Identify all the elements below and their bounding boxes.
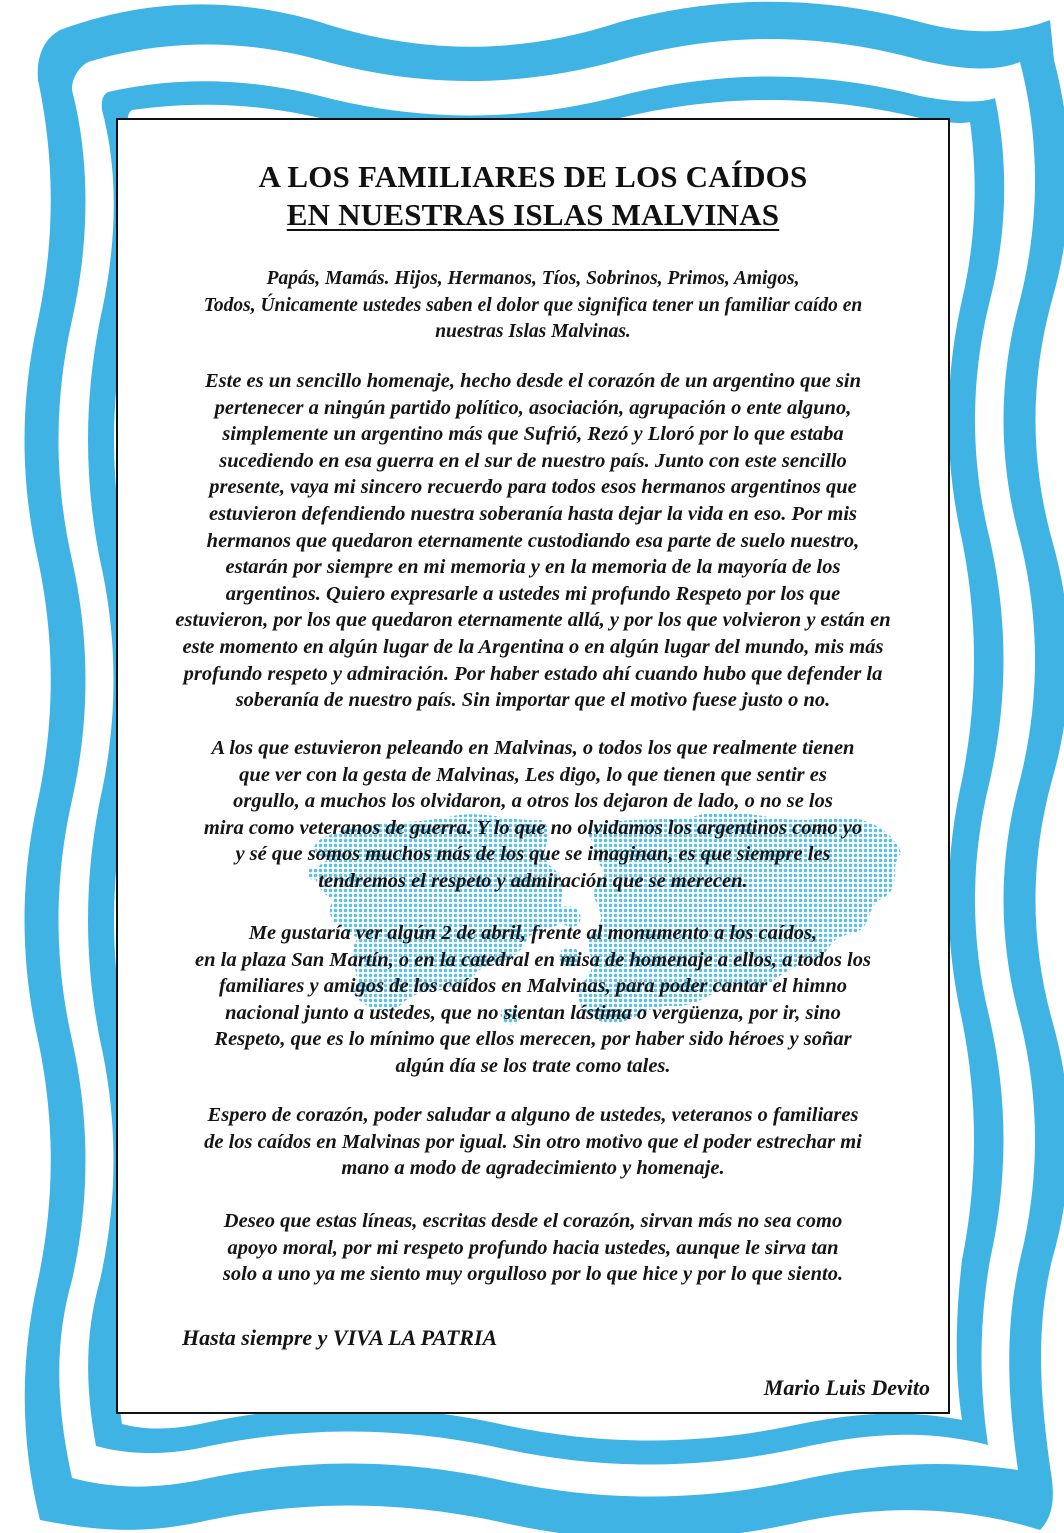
paragraph-line: Respeto, que es lo mínimo que ellos merecen, por haber sido héroes y soñar [214,1028,852,1051]
paragraph-line: Papás, Mamás. Hijos, Hermanos, Tíos, Sobrinos, Primos, Amigos, [266,268,800,289]
paragraph-line: familiares y amigos de los caídos en Malvinas, para poder cantar el himno [218,975,848,998]
paragraph-line: que ver con la gesta de Malvinas, Les digo, lo que tienen que sentir es [239,763,827,786]
paragraph-line: mira como veteranos de guerra. Y lo que no olvidamos los argentinos como yo [203,816,863,839]
paragraph-veterans [146,735,920,895]
paragraph-line: profundo respeto y admiración. Por haber estado ahí cuando hubo que defender la [183,662,883,685]
paragraph-line: este momento en algún lugar de la Argentina o en algún lugar del mundo, mis más [182,635,884,658]
paragraph-line: nacional junto a ustedes, que no sientan lástima o vergüenza, por ir, sino [225,1001,841,1024]
paragraph-line: mano a modo de agradecimiento y homenaje. [341,1157,725,1180]
letter-panel [116,118,950,1414]
paragraph-line: hermanos que quedaron eternamente custodiando esa parte de suelo nuestro, [206,529,860,552]
paragraph-line: tendremos el respeto y admiración que se merecen. [318,869,748,892]
paragraph-line: argentinos. Quiero expresarle a ustedes mi profundo Respeto por los que [225,582,841,605]
paragraph-wish [146,920,920,1080]
paragraph-greeting [146,266,920,346]
paragraph-greeting-hope [146,1102,920,1182]
paragraph-line: presente, vaya mi sincero recuerdo para todos esos hermanos argentinos que [209,476,857,499]
page-subtitle [118,196,948,234]
paragraph-line: estuvieron defendiendo nuestra soberanía hasta dejar la vida en eso. Por mis [208,502,858,525]
paragraph-line: A los que estuvieron peleando en Malvinas, o todos los que realmente tienen [211,737,855,759]
paragraph-line: sucediendo en esa guerra en el sur de nuestro país. Junto con este sencillo [219,449,847,472]
paragraph-line: y sé que somos muchos más de los que se imaginan, es que siempre les [235,843,831,866]
signature: Mario Luis Devito [763,1375,930,1400]
paragraph-tribute [146,368,920,714]
paragraph-line: apoyo moral, por mi respeto profundo hacia ustedes, aunque le sirva tan [227,1236,839,1259]
paragraph-line: pertenecer a ningún partido político, asociación, agrupación o ente alguno, [214,396,852,419]
paragraph-line: Todos, Únicamente ustedes saben el dolor que significa tener un familiar caído en [203,294,863,316]
paragraph-line: de los caídos en Malvinas por igual. Sin otro motivo que el poder estrechar mi [204,1130,862,1153]
paragraph-line: Este es un sencillo homenaje, hecho desde el corazón de un argentino que sin [204,370,862,392]
paragraph-line: Espero de corazón, poder saludar a alguno de ustedes, veteranos o familiares [207,1104,859,1126]
page-title: A LOS FAMILIARES DE LOS CAÍDOS [258,159,808,194]
paragraph-line: orgullo, a muchos los olvidaron, a otros los dejaron de lado, o no se los [233,790,833,813]
paragraph-line: Deseo que estas líneas, escritas desde el corazón, sirvan más no sea como [223,1210,843,1232]
paragraph-line: algún día se los trate como tales. [395,1054,671,1077]
closing-line: Hasta siempre y VIVA LA PATRIA [182,1325,498,1350]
paragraph-support [146,1208,920,1288]
paragraph-line: en la plaza San Martín, o en la catedral en misa de homenaje a ellos, a todos los [195,948,871,971]
page-subtitle-text: EN NUESTRAS ISLAS MALVINAS [286,197,780,232]
paragraph-line: soberanía de nuestro país. Sin importar que el motivo fuese justo o no. [235,689,831,712]
paragraph-line: solo a uno ya me siento muy orgulloso por lo que hice y por lo que siento. [222,1263,844,1286]
letter-text [118,120,948,1412]
paragraph-line: estuvieron, por los que quedaron eternamente allá, y por los que volvieron y están en [175,609,891,632]
paragraph-line: estarán por siempre en mi memoria y en la memoria de la mayoría de los [225,556,841,579]
paragraph-line: nuestras Islas Malvinas. [435,321,631,342]
paragraph-line: Me gustaría ver algún 2 de abril, frente al monumento a los caídos, [248,922,818,944]
paragraph-line: simplemente un argentino más que Sufrió, Rezó y Lloró por lo que estaba [222,423,844,446]
